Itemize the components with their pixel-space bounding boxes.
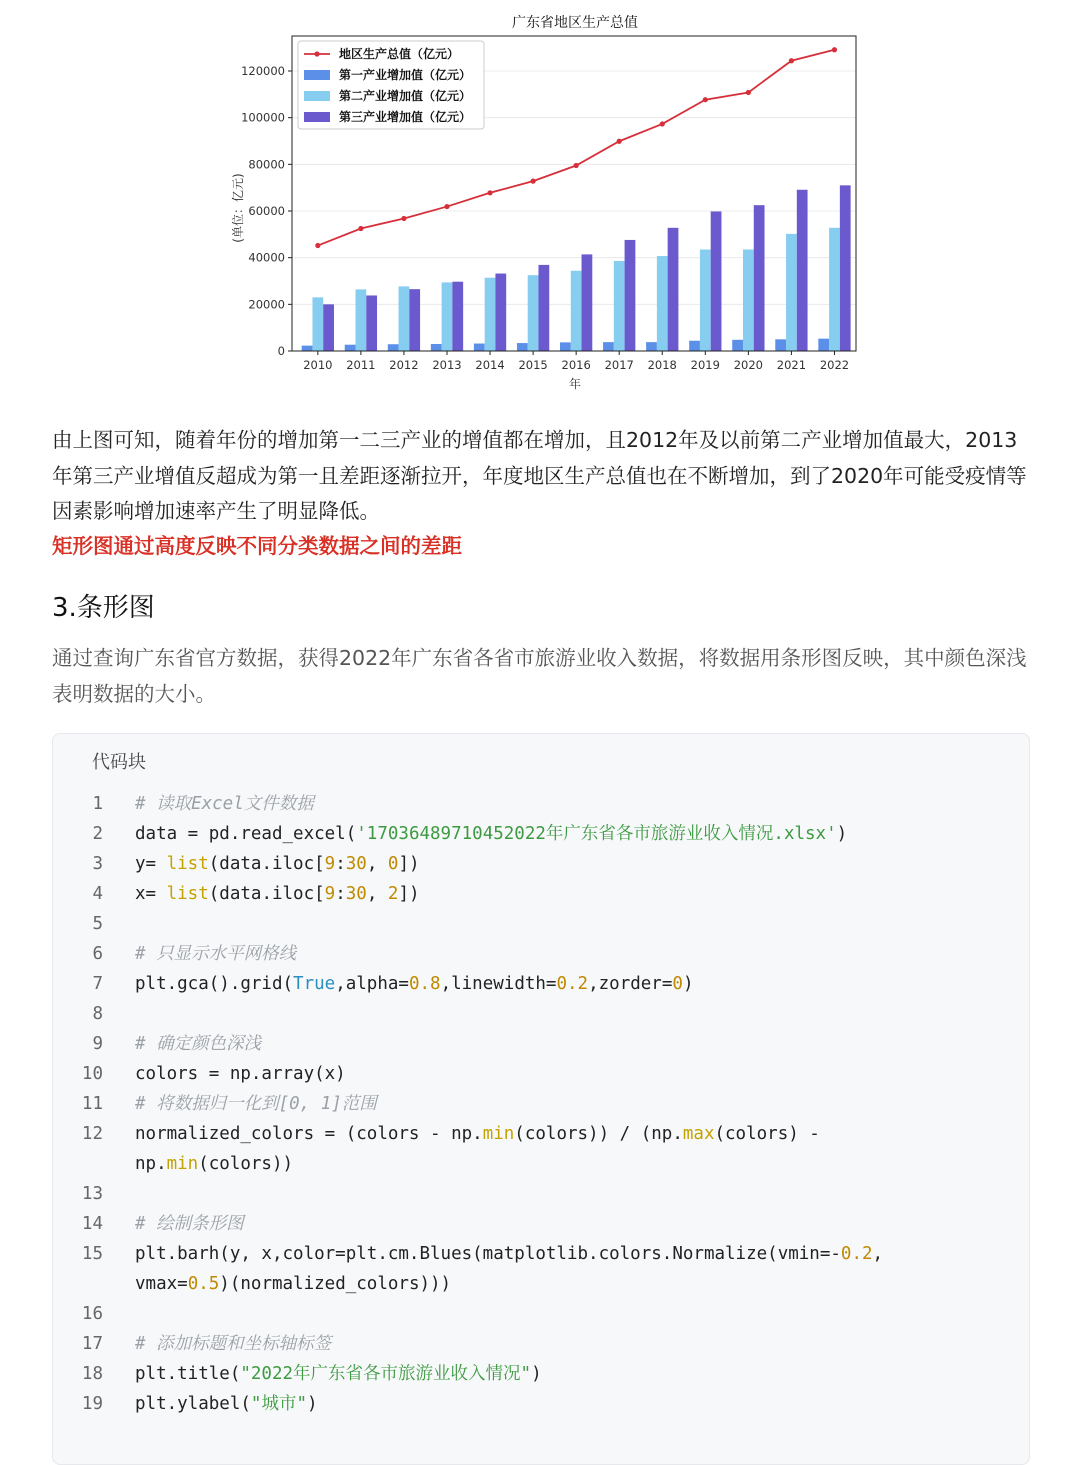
line-number: 15 [81,1244,103,1264]
code-line [53,939,1029,969]
code-token-number: 0 [672,974,683,994]
code-token-number: 2 [387,884,399,904]
code-token-plain: ,linewidth= [440,974,557,994]
legend-swatch-bar [304,91,330,101]
chart-title: 广东省地区生产总值 [512,15,638,31]
code-token-comment: # 确定颜色深浅 [135,1034,262,1054]
code-lines [53,789,1029,1419]
code-line [53,1119,1029,1179]
line-number: 9 [92,1034,103,1054]
code-text [135,939,925,969]
y-tick-label: 40000 [248,250,285,265]
code-token-number: 30 [345,884,367,904]
code-token-plain: normalized_colors = (colors - np. [135,1124,483,1144]
line-number: 3 [92,854,103,874]
gdp-point-2017 [617,139,622,144]
gdp-point-2013 [444,204,449,209]
gdp-point-2011 [358,226,363,231]
y-axis-label: (单位：亿元) [231,173,245,243]
x-tick-label: 2014 [475,358,505,372]
x-tick-label: 2012 [389,358,419,372]
x-axis-ticks [303,351,849,372]
code-token-number: 9 [324,854,336,874]
bar-series-2-2012 [399,286,410,351]
code-token-comment: # 添加标题和坐标轴标签 [135,1334,332,1354]
code-token-plain: ,zorder= [588,974,673,994]
bar-series-1-2017 [603,342,614,351]
bar-series-2-2011 [356,289,367,351]
code-text [135,1299,925,1329]
bar-series-2-2013 [442,282,453,351]
code-token-plain: (data.iloc[ [208,854,325,874]
bar-series-2-2021 [786,234,797,351]
x-tick-label: 2021 [776,358,807,372]
bar-series-3-2021 [797,190,808,351]
legend-label: 第一产业增加值（亿元） [339,68,472,82]
code-token-comment: # 读取Excel文件数据 [135,794,314,814]
line-number: 12 [81,1124,103,1144]
code-token-builtin: list [166,854,209,874]
line-number: 8 [92,1004,103,1024]
code-line [53,1389,1029,1419]
bar-series-2-2010 [312,297,323,351]
code-token-string: "2022年广东省各市旅游业收入情况" [240,1364,532,1384]
line-number: 19 [81,1394,103,1414]
code-line [53,1209,1029,1239]
y-tick-label: 0 [277,344,285,358]
code-token-plain: ) [836,824,848,844]
code-token-number: 0.2 [840,1244,873,1264]
bar-series-2-2019 [700,250,711,352]
code-token-plain: plt.barh(y, x,color=plt.cm.Blues(matplotlib.colors.Normalize(vmin=- [135,1244,841,1264]
line-number: 16 [81,1304,103,1324]
bar-series-3-2012 [409,289,420,351]
line-number: 11 [81,1094,103,1114]
bar-series-3-2010 [323,304,334,351]
code-token-number: 0.8 [408,974,441,994]
bar-series-1-2016 [560,342,571,351]
legend-swatch-marker [314,51,319,56]
code-line [53,1029,1029,1059]
x-tick-label: 2010 [303,358,333,372]
code-token-plain: )(normalized_colors))) [219,1274,452,1294]
code-token-builtin: max [682,1124,715,1144]
x-tick-label: 2017 [604,358,634,372]
code-text [135,1359,925,1389]
line-number: 5 [92,914,103,934]
line-number: 17 [81,1334,103,1354]
code-token-comment: # 将数据归一化到[0, 1]范围 [135,1094,377,1114]
bar-series-3-2017 [625,240,636,351]
x-tick-label: 2013 [432,358,462,372]
section-heading: 3.条形图 [52,593,155,623]
code-line [53,1179,1029,1209]
code-token-number: 9 [324,884,336,904]
x-tick-label: 2015 [518,358,548,372]
code-token-string: '17036489710452022年广东省各市旅游业收入情况.xlsx' [356,824,837,844]
bar-series-3-2013 [452,282,463,351]
bar-series-1-2022 [818,339,829,351]
gdp-point-2019 [703,97,708,102]
line-number: 2 [92,824,103,844]
code-text [135,909,925,939]
bar-series-1-2015 [517,343,528,351]
line-number: 14 [81,1214,103,1234]
code-token-comment: # 只显示水平网格线 [135,944,297,964]
code-token-plain: , [366,854,388,874]
bar-series-3-2019 [711,211,722,351]
code-line [53,789,1029,819]
code-text [135,1119,925,1179]
section-description: 通过查询广东省官方数据，获得2022年广东省各省市旅游业收入数据，将数据用条形图反映，其中颜色深浅表明数据的大小。 [52,646,1027,706]
code-text [135,1029,925,1059]
x-tick-label: 2020 [733,358,764,372]
code-token-number: 0 [387,854,399,874]
legend-label: 地区生产总值（亿元） [339,47,460,61]
x-tick-label: 2016 [561,358,591,372]
code-line [53,1089,1029,1119]
bar-series-2-2018 [657,256,668,351]
code-token-number: 30 [345,854,367,874]
line-number: 10 [81,1064,103,1084]
bar-series-2-2014 [485,278,496,351]
code-line [53,1239,1029,1299]
code-token-plain: ]) [398,884,420,904]
line-number: 1 [92,794,103,814]
code-token-plain: y= [135,854,167,874]
bar-series-3-2020 [754,205,765,351]
gdp-point-2020 [746,90,751,95]
code-text [135,819,925,849]
chart-bars [302,185,851,351]
code-text [135,1389,925,1419]
gdp-point-2014 [487,190,492,195]
gdp-point-2016 [574,163,579,168]
gdp-point-2021 [789,58,794,63]
code-text [135,1209,925,1239]
code-line [53,1329,1029,1359]
code-line [53,1299,1029,1329]
y-tick-label: 20000 [248,297,285,312]
gdp-point-2010 [315,243,320,248]
bar-series-3-2011 [366,295,377,351]
bar-series-2-2015 [528,275,539,351]
gdp-point-2015 [530,179,535,184]
code-token-plain: ]) [398,854,420,874]
code-token-plain: (data.iloc[ [208,884,325,904]
bar-series-1-2018 [646,342,657,351]
bar-series-3-2016 [582,254,593,351]
code-block[interactable] [52,733,1030,1465]
code-token-number: 0.5 [187,1274,220,1294]
x-tick-label: 2011 [346,358,376,372]
y-axis-ticks [241,64,292,358]
bar-series-3-2018 [668,228,679,351]
code-token-plain: ,alpha= [335,974,409,994]
bar-series-2-2017 [614,261,625,351]
code-text [135,849,925,879]
chart-legend [298,41,484,129]
code-text [135,999,925,1029]
code-token-builtin: min [482,1124,515,1144]
bar-series-1-2012 [388,344,399,351]
code-line [53,819,1029,849]
code-line [53,879,1029,909]
code-line [53,969,1029,999]
code-token-comment: # 绘制条形图 [135,1214,244,1234]
code-text [135,879,925,909]
bar-series-2-2020 [743,250,754,352]
code-token-plain: colors = np.array(x) [135,1064,346,1084]
x-axis-label: 年 [568,377,582,391]
code-token-builtin: list [166,884,209,904]
bar-series-3-2014 [495,274,506,351]
legend-label: 第三产业增加值（亿元） [339,110,472,124]
bar-series-3-2015 [538,265,549,351]
x-tick-label: 2022 [819,358,850,372]
gdp-chart-svg [220,8,870,400]
code-line [53,909,1029,939]
gdp-point-2018 [660,121,665,126]
x-tick-label: 2019 [690,358,720,372]
code-text [135,1059,925,1089]
bar-series-3-2022 [840,185,851,351]
code-line [53,999,1029,1029]
bar-series-1-2010 [302,346,313,351]
line-number: 7 [92,974,103,994]
code-token-number: 0.2 [556,974,589,994]
code-token-plain: , [366,884,388,904]
bar-series-2-2022 [829,228,840,351]
y-tick-label: 120000 [241,64,285,78]
line-number: 18 [81,1364,103,1384]
y-tick-label: 60000 [248,204,285,218]
code-text [135,1179,925,1209]
code-text [135,969,925,999]
line-number: 13 [81,1184,103,1204]
legend-swatch-bar [304,70,330,80]
bar-series-1-2014 [474,344,485,351]
code-token-plain: : [335,854,346,874]
code-text [135,1329,925,1359]
code-token-plain: , vmax= [135,1244,894,1294]
y-tick-label: 100000 [241,110,285,125]
code-token-plain: (colors)) [198,1154,294,1174]
code-token-plain: plt.gca().grid( [135,974,294,994]
code-token-keyword: True [293,974,336,994]
code-token-builtin: min [166,1154,199,1174]
code-line [53,1359,1029,1389]
bar-series-1-2019 [689,341,700,351]
emphasis-note: 矩形图通过高度反映不同分类数据之间的差距 [52,534,462,558]
bar-series-1-2011 [345,345,356,351]
legend-label: 第二产业增加值（亿元） [339,89,472,103]
code-token-plain: : [335,884,346,904]
code-line [53,849,1029,879]
code-token-string: "城市" [250,1394,307,1414]
gdp-chart [220,8,870,400]
bar-series-1-2021 [775,339,786,351]
gdp-point-2012 [401,216,406,221]
code-token-plain: plt.ylabel( [135,1394,251,1414]
legend-swatch-bar [304,112,330,122]
code-token-plain: ) [682,974,694,994]
x-tick-label: 2018 [647,358,677,372]
line-number: 4 [92,884,103,904]
line-number: 6 [92,944,103,964]
code-line [53,1059,1029,1089]
code-block-header: 代码块 [92,752,146,773]
code-token-plain: ) [306,1394,318,1414]
code-text [135,1089,925,1119]
bar-series-1-2020 [732,340,743,351]
code-token-plain: (colors) - np. [135,1124,831,1174]
code-token-plain: ) [531,1364,542,1384]
code-text [135,789,925,819]
code-token-plain: plt.title( [135,1364,241,1384]
code-token-plain: (colors)) / (np. [514,1124,683,1144]
code-text [135,1239,925,1299]
y-tick-label: 80000 [248,157,285,172]
code-token-plain: x= [135,884,167,904]
bar-series-2-2016 [571,271,582,351]
gdp-point-2022 [832,47,837,52]
analysis-paragraph: 由上图可知，随着年份的增加第一二三产业的增值都在增加，且2012年及以前第二产业增加值最大，2013年第三产业增值反超成为第一且差距逐渐拉开，年度地区生产总值也在不断增加，到了2020年可能受疫情等因素影响增加速率产生了明显降低。 [52,428,1027,523]
code-token-plain: data = pd.read_excel( [135,824,357,844]
bar-series-1-2013 [431,344,442,351]
